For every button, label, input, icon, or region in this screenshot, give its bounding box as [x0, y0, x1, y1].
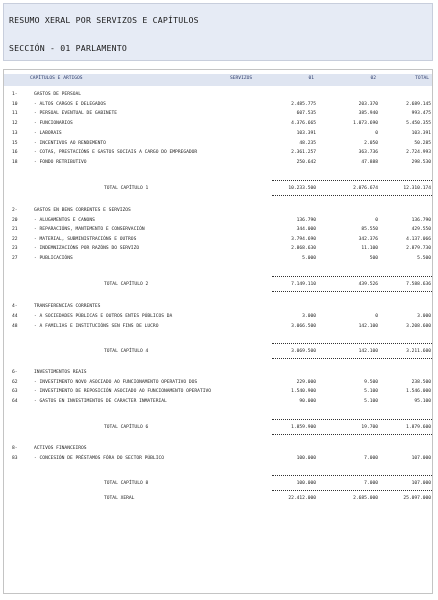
table-row [4, 131, 432, 139]
col-header-01: 01 [308, 76, 314, 81]
row-code: 21 [12, 227, 18, 232]
value-total: 2.724.993 [406, 150, 431, 155]
value-total: 1.546.000 [406, 389, 431, 394]
value-total: 5.500 [417, 256, 431, 261]
value-02: 500 [369, 256, 378, 261]
value-01: 3.066.500 [291, 324, 316, 329]
table-row [4, 380, 432, 388]
value-total: 993.475 [411, 111, 431, 116]
value-01: 607.535 [296, 111, 316, 116]
row-description: TRANSFERENCIAS CORRENTES [34, 304, 101, 309]
value-01: 250.642 [296, 160, 316, 165]
report-title: RESUMO XERAL POR SERVIZOS E CAPÍTULOS [9, 15, 199, 25]
row-description: - REPARACIÓNS, MANTEMENTO E CONSERVACIÓN [34, 227, 145, 232]
row-description: - ALTOS CARGOS E DELEGADOS [34, 102, 106, 107]
value-02: 5.100 [364, 389, 378, 394]
value-total: 2.689.145 [406, 102, 431, 107]
chapter-total-row [4, 282, 432, 290]
col-header-articles: CAPÍTULOS E ARTIGOS [30, 76, 83, 81]
row-description: - FUNCIONARIOS [34, 121, 73, 126]
table-row [4, 150, 432, 158]
row-code: 4- [12, 304, 18, 309]
row-code: 1- [12, 92, 18, 97]
total-label: TOTAL CAPÍTULO 2 [104, 282, 149, 287]
value-total: 1.879.600 [406, 425, 431, 430]
value-02: 0 [375, 131, 378, 136]
row-description: GASTOS DE PERSOAL [34, 92, 82, 97]
total-label: TOTAL CAPÍTULO 6 [104, 425, 149, 430]
row-code: 83 [12, 456, 18, 461]
chapter-row [4, 370, 432, 378]
subtotal-rule [272, 358, 432, 359]
grand-total-row [4, 496, 432, 504]
row-description: - FONDO RETRIBUTIVO [34, 160, 87, 165]
value-total: 12.310.174 [403, 186, 431, 191]
value-total: 4.137.066 [406, 237, 431, 242]
table-row [4, 237, 432, 245]
value-01: 2.485.775 [291, 102, 316, 107]
value-total: 136.790 [411, 218, 431, 223]
table-row [4, 324, 432, 332]
row-code: 62 [12, 380, 18, 385]
value-02: 142.100 [358, 349, 378, 354]
row-description: - LABORAIS [34, 131, 62, 136]
value-01: 2.868.630 [291, 246, 316, 251]
row-code: 16 [12, 150, 18, 155]
value-total: 25.097.000 [403, 496, 431, 501]
row-code: 20 [12, 218, 18, 223]
value-total: 50.285 [414, 141, 431, 146]
table-row [4, 121, 432, 129]
value-total: 2.879.730 [406, 246, 431, 251]
row-code: 6- [12, 370, 18, 375]
row-code: 15 [12, 141, 18, 146]
total-label: TOTAL XERAL [104, 496, 135, 501]
col-header-02: 02 [370, 76, 376, 81]
row-description: - INVESTIMENTO DE REPOSICIÓN ASOCIADO AO FUNCIONAMENTO OPERATIVO [34, 389, 212, 394]
total-label: TOTAL CAPÍTULO 4 [104, 349, 149, 354]
chapter-row [4, 208, 432, 216]
total-label: TOTAL CAPÍTULO 8 [104, 481, 149, 486]
row-code: 22 [12, 237, 18, 242]
value-total: 103.391 [411, 131, 431, 136]
value-01: 2.361.257 [291, 150, 316, 155]
value-02: 0 [375, 314, 378, 319]
row-code: 63 [12, 389, 18, 394]
chapter-row [4, 92, 432, 100]
value-02: 2.076.674 [353, 186, 378, 191]
value-01: 5.000 [302, 256, 316, 261]
subtotal-rule [272, 434, 432, 435]
row-description: - A FAMILIAS E INSTITUCIÓNS SEN FINS DE LUCRO [34, 324, 159, 329]
col-header-total: TOTAL [415, 76, 429, 81]
chapter-total-row [4, 481, 432, 489]
value-02: 7.000 [364, 456, 378, 461]
value-02: 85.550 [361, 227, 378, 232]
row-description: - PERSOAL EVENTUAL DE GABINETE [34, 111, 117, 116]
chapter-row [4, 304, 432, 312]
value-total: 7.588.636 [406, 282, 431, 287]
value-01: 100.000 [296, 456, 316, 461]
value-total: 238.500 [411, 380, 431, 385]
row-code: 44 [12, 314, 18, 319]
value-total: 298.530 [411, 160, 431, 165]
table-row [4, 160, 432, 168]
row-description: ACTIVOS FINANCEIROS [34, 446, 87, 451]
row-description: - INDEMNIZACIÓNS POR RAZÓNS DO SERVIZO [34, 246, 140, 251]
value-01: 10.233.500 [288, 186, 316, 191]
value-02: 7.000 [364, 481, 378, 486]
row-description: - PUBLICACIÓNS [34, 256, 73, 261]
row-description: - GASTOS EN INVESTIMENTOS DE CARACTER INMATERIAL [34, 399, 167, 404]
value-total: 95.100 [414, 399, 431, 404]
value-02: 439.526 [358, 282, 378, 287]
total-label: TOTAL CAPÍTULO 1 [104, 186, 149, 191]
value-02: 363.736 [358, 150, 378, 155]
value-01: 136.790 [296, 218, 316, 223]
value-01: 1.859.900 [291, 425, 316, 430]
subtotal-rule [272, 419, 432, 420]
subtotal-rule [272, 276, 432, 277]
row-code: 2- [12, 208, 18, 213]
value-01: 3.794.690 [291, 237, 316, 242]
row-description: - CONCESIÓN DE PRÉSTAMOS FÓRA DO SECTOR PÚBLICO [34, 456, 164, 461]
value-02: 203.370 [358, 102, 378, 107]
subtotal-rule [272, 475, 432, 476]
table-row [4, 227, 432, 235]
subtotal-rule [272, 490, 432, 491]
table-row [4, 111, 432, 119]
chapter-row [4, 446, 432, 454]
row-description: - MATERIAL, SUBMINISTRACIÓNS E OUTROS [34, 237, 137, 242]
row-description: - INVESTIMENTO NOVO ASOCIADO AO FUNCIONAMENTO OPERATIVO DOS [34, 380, 198, 385]
row-code: 10 [12, 102, 18, 107]
value-total: 3.211.600 [406, 349, 431, 354]
value-01: 3.069.500 [291, 349, 316, 354]
row-code: 48 [12, 324, 18, 329]
value-total: 3.208.600 [406, 324, 431, 329]
value-02: 142.100 [358, 324, 378, 329]
value-02: 9.500 [364, 380, 378, 385]
row-description: - COTAS, PRESTACIÓNS E GASTOS SOCIAIS A CARGO DO EMPREGADOR [34, 150, 198, 155]
value-total: 429.550 [411, 227, 431, 232]
value-01: 3.000 [302, 314, 316, 319]
value-02: 1.073.690 [353, 121, 378, 126]
value-total: 5.450.355 [406, 121, 431, 126]
row-code: 12 [12, 121, 18, 126]
value-01: 4.376.665 [291, 121, 316, 126]
value-01: 229.000 [296, 380, 316, 385]
value-02: 2.050 [364, 141, 378, 146]
value-02: 385.940 [358, 111, 378, 116]
value-01: 100.000 [296, 481, 316, 486]
table-row [4, 389, 432, 397]
table-row [4, 314, 432, 322]
budget-table [3, 69, 433, 594]
row-code: 13 [12, 131, 18, 136]
row-description: - A SOCIEDADES PÚBLICAS E OUTROS ENTES PÚBLICOS DA [34, 314, 173, 319]
table-row [4, 246, 432, 254]
table-row [4, 399, 432, 407]
row-description: INVESTIMENTOS REAIS [34, 370, 87, 375]
subtotal-rule [272, 291, 432, 292]
value-01: 90.000 [299, 399, 316, 404]
subtotal-rule [272, 343, 432, 344]
value-02: 342.376 [358, 237, 378, 242]
value-01: 1.540.900 [291, 389, 316, 394]
value-01: 103.391 [296, 131, 316, 136]
table-row [4, 456, 432, 464]
col-header-services: SERVIZOS [230, 76, 253, 81]
value-02: 5.100 [364, 399, 378, 404]
table-row [4, 218, 432, 226]
table-row [4, 141, 432, 149]
value-total: 107.000 [411, 456, 431, 461]
chapter-total-row [4, 186, 432, 194]
chapter-total-row [4, 349, 432, 357]
value-02: 11.100 [361, 246, 378, 251]
row-description: - ALUGAMENTOS E CANONS [34, 218, 95, 223]
row-code: 27 [12, 256, 18, 261]
value-02: 2.685.000 [353, 496, 378, 501]
row-code: 18 [12, 160, 18, 165]
row-code: 8- [12, 446, 18, 451]
row-description: GASTOS EN BENS CORRENTES E SERVIZOS [34, 208, 131, 213]
value-total: 107.000 [411, 481, 431, 486]
section-title: SECCIÓN - 01 PARLAMENTO [9, 43, 127, 53]
subtotal-rule [272, 195, 432, 196]
row-description: - INCENTIVOS AO RENDEMENTO [34, 141, 106, 146]
row-code: 23 [12, 246, 18, 251]
value-01: 22.412.000 [288, 496, 316, 501]
chapter-total-row [4, 425, 432, 433]
row-code: 11 [12, 111, 18, 116]
value-02: 47.888 [361, 160, 378, 165]
value-01: 7.149.110 [291, 282, 316, 287]
report-header [3, 3, 433, 61]
value-01: 344.000 [296, 227, 316, 232]
subtotal-rule [272, 180, 432, 181]
value-01: 48.235 [299, 141, 316, 146]
value-02: 19.700 [361, 425, 378, 430]
table-row [4, 102, 432, 110]
table-row [4, 256, 432, 264]
row-code: 64 [12, 399, 18, 404]
value-02: 0 [375, 218, 378, 223]
table-header [4, 74, 432, 86]
value-total: 3.000 [417, 314, 431, 319]
